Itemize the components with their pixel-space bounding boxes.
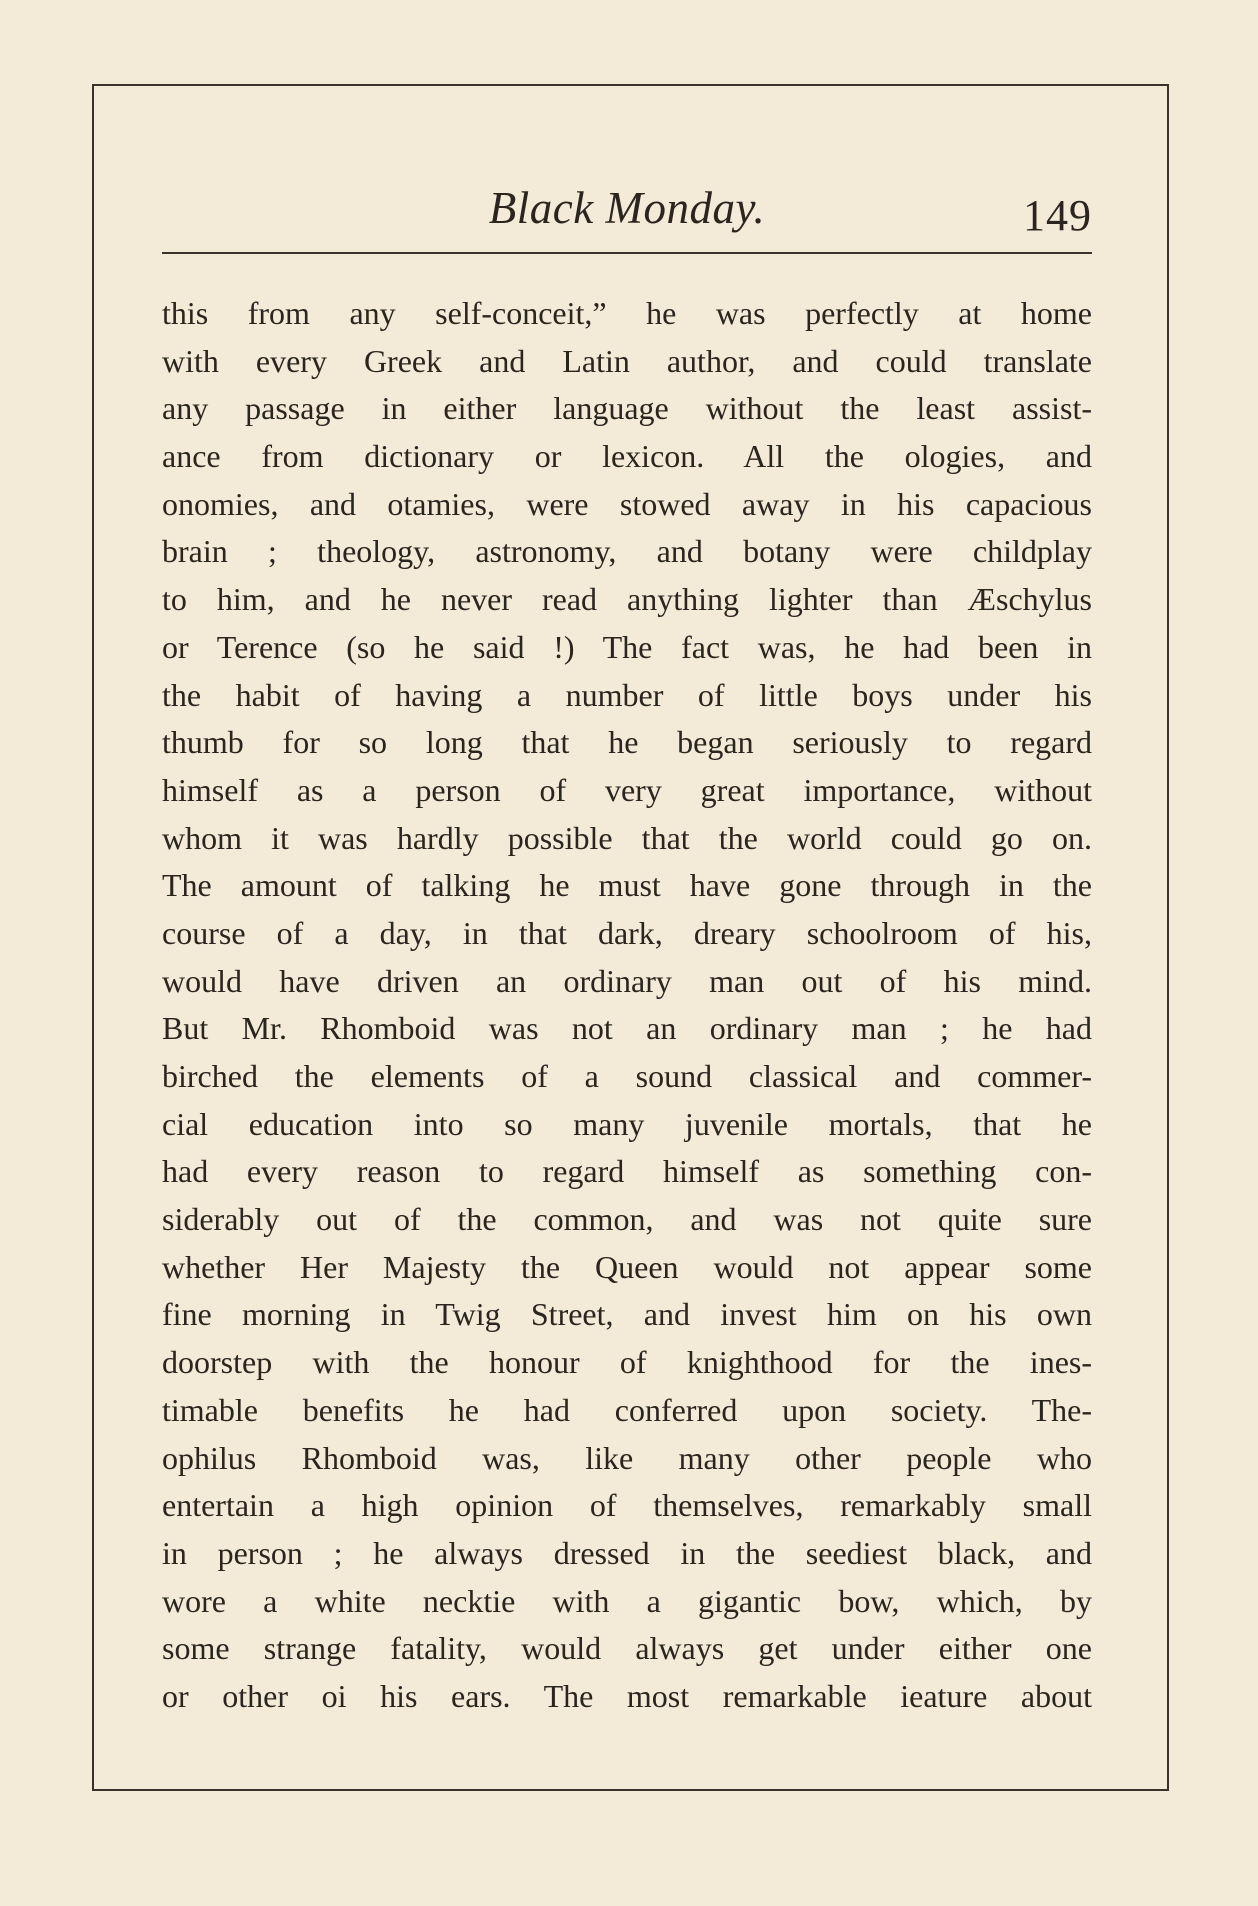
text-line: doorstep with the honour of knighthood for the ines-: [162, 1344, 1092, 1381]
text-line: had every reason to regard himself as something con-: [162, 1153, 1092, 1190]
text-line: with every Greek and Latin author, and could translate: [162, 342, 1092, 379]
page-number: 149: [1023, 191, 1092, 240]
text-line: entertain a high opinion of themselves, remarkably small: [162, 1487, 1092, 1524]
text-line: whom it was hardly possible that the world could go on.: [162, 819, 1092, 856]
text-line: brain ; theology, astronomy, and botany were childplay: [162, 533, 1092, 570]
text-line: cial education into so many juvenile mortals, that he: [162, 1105, 1092, 1142]
text-line: siderably out of the common, and was not quite sure: [162, 1201, 1092, 1238]
text-line: this from any self-conceit,” he was perfectly at home: [162, 295, 1092, 331]
text-line: ophilus Rhomboid was, like many other people who: [162, 1439, 1092, 1476]
running-head: [162, 176, 1092, 254]
text-line: timable benefits he had conferred upon society. The-: [162, 1391, 1092, 1428]
running-title: Black Monday.: [488, 183, 766, 233]
text-line: thumb for so long that he began seriously to regard: [162, 724, 1092, 761]
text-line: or Terence (so he said !) The fact was, he had been in: [162, 628, 1092, 665]
text-line: course of a day, in that dark, dreary schoolroom of his,: [162, 914, 1092, 951]
text-line: himself as a person of very great importance, without: [162, 771, 1092, 808]
text-line: to him, and he never read anything lighter than Æschylus: [162, 581, 1092, 618]
text-line: ance from dictionary or lexicon. All the ologies, and: [162, 438, 1092, 475]
text-line: wore a white necktie with a gigantic bow, which, by: [162, 1582, 1092, 1619]
text-line: would have driven an ordinary man out of his mind.: [162, 962, 1092, 999]
text-line: whether Her Majesty the Queen would not appear some: [162, 1248, 1092, 1285]
text-line: some strange fatality, would always get under either one: [162, 1630, 1092, 1667]
text-line: The amount of talking he must have gone through in the: [162, 867, 1092, 904]
text-line: But Mr. Rhomboid was not an ordinary man ; he had: [162, 1010, 1092, 1047]
text-line: onomies, and otamies, were stowed away in his capacious: [162, 485, 1092, 522]
body-text: [162, 290, 1092, 1721]
text-line: birched the elements of a sound classical and commer-: [162, 1058, 1092, 1094]
text-line: fine morning in Twig Street, and invest him on his own: [162, 1296, 1092, 1333]
text-line: in person ; he always dressed in the seediest black, and: [162, 1534, 1092, 1571]
text-line: or other oi his ears. The most remarkable ieature about: [162, 1677, 1092, 1714]
text-line: any passage in either language without the least assist-: [162, 390, 1092, 427]
text-line: the habit of having a number of little boys under his: [162, 676, 1092, 713]
